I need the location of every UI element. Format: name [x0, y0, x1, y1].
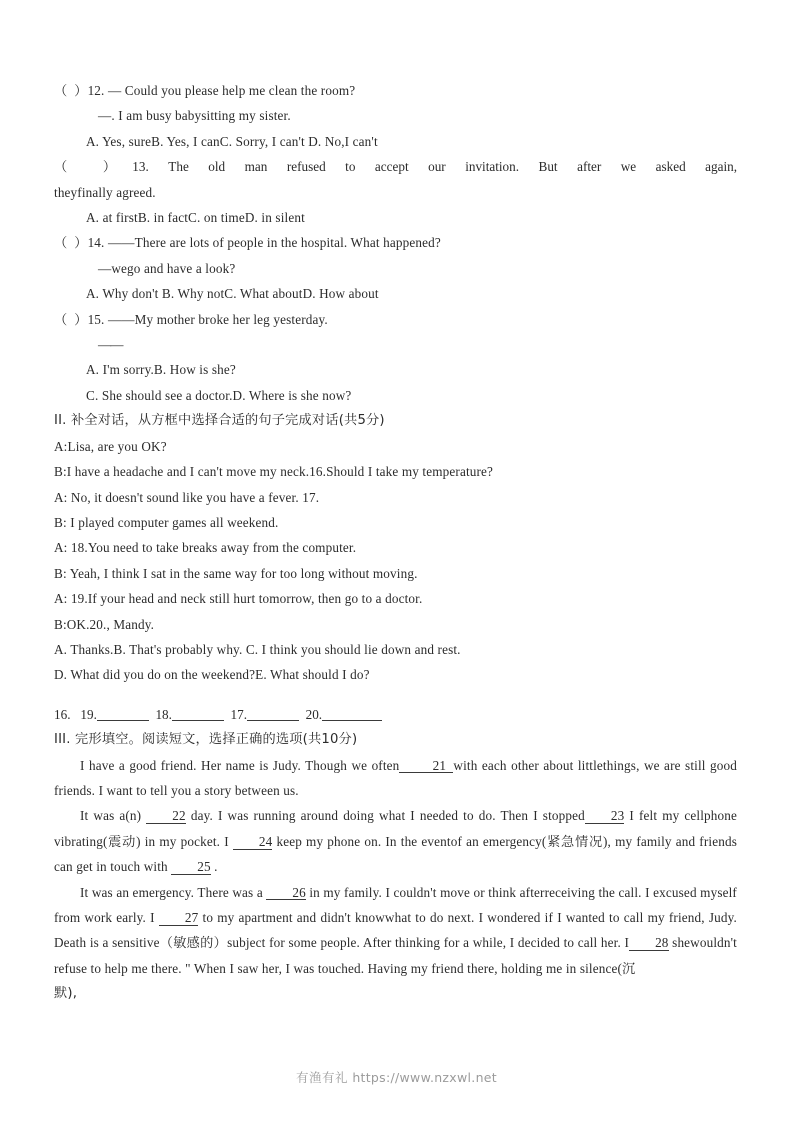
cloze-paragraph-1: [54, 753, 737, 804]
cloze-blank-23[interactable]: 23: [585, 809, 625, 824]
question-15-reply-dash: ——: [98, 337, 123, 353]
cloze-blank-25[interactable]: 25: [171, 860, 211, 875]
page-watermark: [0, 1068, 793, 1086]
cloze-blank-21[interactable]: 21: [399, 759, 453, 774]
dialogue-line: A: 18.You need to take breaks away from the computer.: [54, 540, 357, 556]
answer-label-19: 19.: [80, 706, 97, 722]
spacer: [54, 688, 737, 702]
answer-blank-row: [54, 702, 737, 727]
cloze-p2-t3: I felt my cellphone vibrating(震动) in my pocket. I: [54, 808, 738, 849]
cloze-p1-text-before: I have a good friend. Her name is Judy. Though we often: [80, 757, 400, 773]
dialogue-line: B:I have a headache and I can't move my neck.16.Should I take my temperature?: [54, 464, 494, 480]
dialogue-line: A: 19.If your head and neck still hurt tomorrow, then go to a doctor.: [54, 591, 423, 607]
cloze-paragraph-3-tail: 默),: [54, 986, 78, 1002]
dialogue-line: B: I played computer games all weekend.: [54, 514, 279, 530]
question-13-stem-continued: theyfinally agreed.: [54, 184, 156, 200]
q13-stem-text: The old man refused to accept our invitation. But after we asked again,: [168, 159, 738, 175]
answer-label-16: 16.: [54, 706, 71, 722]
q14-marker: （ ）14.: [54, 235, 105, 251]
cloze-p3-t1: It was an emergency. There was a: [80, 884, 263, 900]
cloze-blank-27[interactable]: 27: [159, 911, 199, 926]
question-14-reply: —wego and have a look?: [98, 260, 236, 276]
answer-blank-19[interactable]: [97, 707, 149, 721]
cloze-blank-28[interactable]: 28: [629, 936, 669, 951]
question-14-options: A. Why don't B. Why notC. What aboutD. How about: [86, 286, 379, 302]
watermark-brand: 有渔有礼: [296, 1070, 349, 1085]
dialogue-line: A:Lisa, are you OK?: [54, 438, 167, 454]
question-12-stem: [54, 78, 737, 103]
document-content: [54, 78, 737, 1007]
q12-marker: （ ）12.: [54, 83, 105, 98]
dialogue-line: A: No, it doesn't sound like you have a fever. 17.: [54, 489, 320, 505]
cloze-p3-t4: shewouldn't refuse to help me there. " When I saw her, I was touched. Having my friend there, holding me in silence(沉: [54, 935, 737, 976]
cloze-p2-t1: It was a(n): [80, 808, 142, 824]
dialogue-line: B:OK.20., Mandy.: [54, 616, 155, 632]
question-14-stem: [54, 230, 737, 255]
answer-blank-20[interactable]: [322, 707, 382, 721]
section-3-heading: III. 完形填空。阅读短文，选择正确的选项(共10分): [54, 732, 358, 748]
question-13-stem: [54, 154, 737, 179]
answer-label-20: 20.: [305, 706, 323, 722]
question-15-stem: [54, 307, 737, 332]
question-15-options-ab: A. I'm sorry.B. How is she?: [86, 362, 236, 378]
cloze-blank-22[interactable]: 22: [146, 809, 186, 824]
cloze-p3-t2: in my family. I couldn't move or think afterreceiving the call. I excused myself from work early. I: [54, 884, 737, 925]
question-15-options-cd: C. She should see a doctor.D. Where is she now?: [86, 387, 352, 403]
cloze-blank-26[interactable]: 26: [266, 886, 306, 901]
section-2-choices-de: D. What did you do on the weekend?E. What should I do?: [54, 667, 370, 683]
q12-stem-text: — Could you please help me clean the room?: [107, 83, 356, 98]
q15-stem-text: ——My mother broke her leg yesterday.: [107, 311, 328, 327]
cloze-p1-text-after: with each other about littlethings, we are still good friends. I want to tell you a story between us.: [54, 757, 737, 798]
answer-blank-17[interactable]: [247, 707, 299, 721]
question-13-options: A. at firstB. in factC. on timeD. in silent: [86, 210, 305, 226]
dialogue-line: B: Yeah, I think I sat in the same way for too long without moving.: [54, 565, 418, 581]
cloze-p3-t3: to my apartment and didn't knowwhat to do next. I wondered if I wanted to call my friend, Judy. Death is a sensitive（敏感的）subject for some people. After thinking for a while, I decided to call her. I: [54, 910, 737, 951]
cloze-blank-24[interactable]: 24: [233, 835, 273, 850]
section-2-choices-abc: A. Thanks.B. That's probably why. C. I think you should lie down and rest.: [54, 641, 461, 657]
watermark-url: https://www.nzxwl.net: [352, 1070, 497, 1085]
question-12-options: A. Yes, sureB. Yes, I canC. Sorry, I can't D. No,I can't: [86, 133, 378, 149]
question-12-reply: —. I am busy babysitting my sister.: [98, 108, 291, 124]
q13-marker: （ ）13.: [54, 159, 149, 175]
section-2-heading: II. 补全对话，从方框中选择合适的句子完成对话(共5分): [54, 413, 385, 429]
cloze-paragraph-3: [54, 880, 737, 982]
answer-label-17: 17.: [230, 706, 248, 722]
cloze-p2-t5: .: [214, 859, 218, 875]
answer-label-18: 18.: [155, 706, 172, 722]
cloze-p2-t4: keep my phone on. In the eventof an emergency(紧急情况), my family and friends can get in touch with: [54, 833, 737, 875]
q15-marker: （ ）15.: [54, 311, 105, 327]
answer-blank-18[interactable]: [172, 707, 224, 721]
cloze-p2-t2: day. I was running around doing what I needed to do. Then I stopped: [190, 808, 585, 824]
cloze-paragraph-2: [54, 803, 737, 879]
q14-stem-text: ——There are lots of people in the hospital. What happened?: [107, 235, 441, 251]
